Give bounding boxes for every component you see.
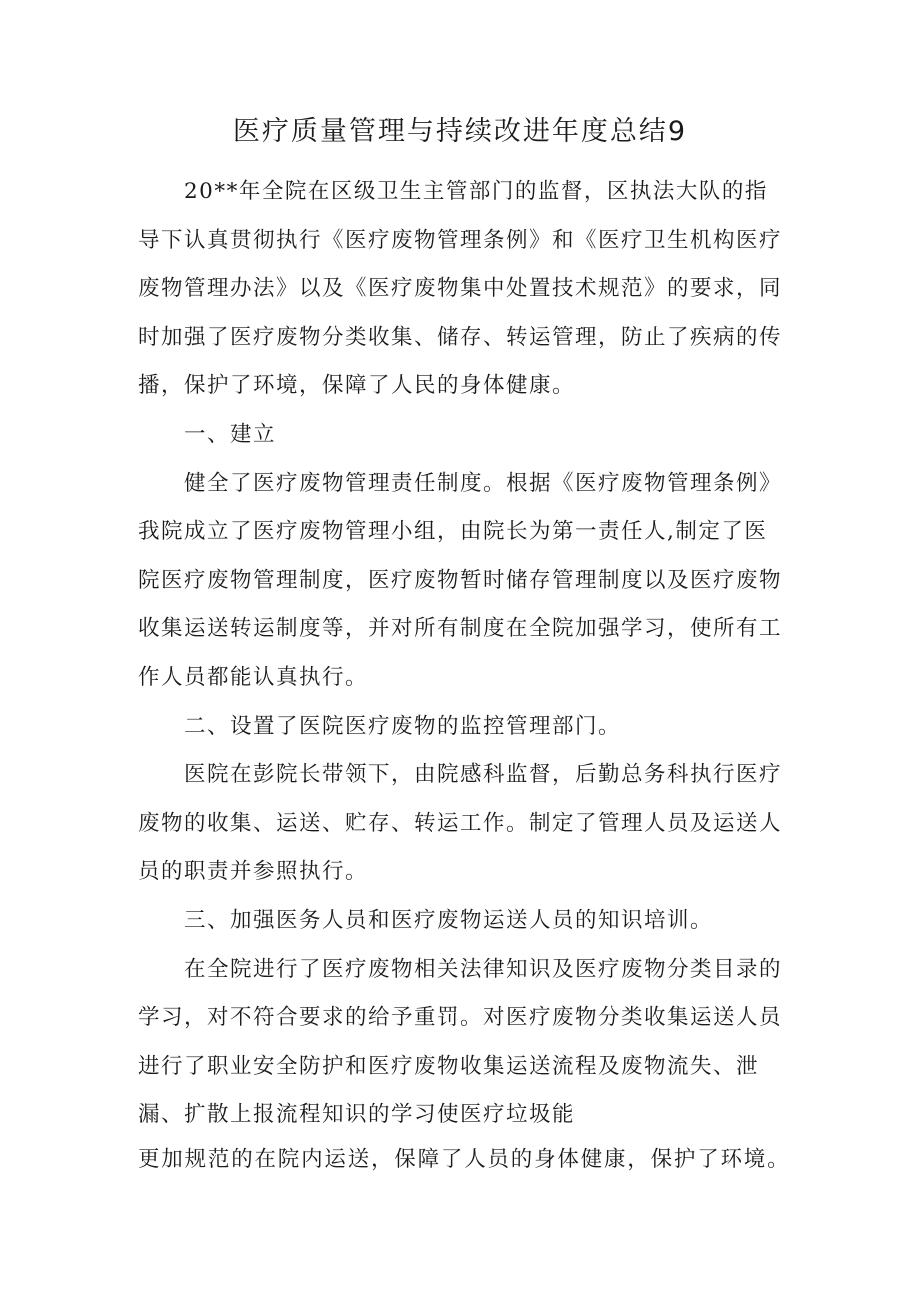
paragraph-intro: 20**年全院在区级卫生主管部门的监督，区执法大队的指导下认真贯彻执行《医疗废物管理条例》和《医疗卫生机构医疗废物管理办法》以及《医疗废物集中处置技术规范》的要求，同时加强了医疗废物分类收集、储存、转运管理，防止了疾病的传播，保护了环境，保障了人民的身体健康。	[138, 179, 783, 399]
paragraph-section-1: 健全了医疗废物管理责任制度。根据《医疗废物管理条例》我院成立了医疗废物管理小组，由院长为第一责任人,制定了医院医疗废物管理制度，医疗废物暂时储存管理制度以及医疗废物收集运送转运制度等，并对所有制度在全院加强学习，使所有工作人员都能认真执行。	[138, 470, 783, 690]
section-heading-2: 二、设置了医院医疗废物的监控管理部门。	[184, 713, 622, 739]
document-body	[138, 168, 791, 1180]
document-title: 医疗质量管理与持续改进年度总结9	[232, 116, 688, 147]
paragraph-section-3: 在全院进行了医疗废物相关法律知识及医疗废物分类目录的学习，对不符合要求的给予重罚。对医疗废物分类收集运送人员进行了职业安全防护和医疗废物收集运送流程及废物流失、泄漏、扩散上报流程知识的学习使医疗垃圾能	[138, 956, 783, 1128]
paragraph-tail-line: 更加规范的在院内运送，保障了人员的身体健康，保护了环境。	[138, 1146, 791, 1172]
section-heading-1: 一、建立	[184, 421, 277, 447]
section-heading-3: 三、加强医务人员和医疗废物运送人员的知识培训。	[184, 907, 714, 933]
paragraph-section-2: 医院在彭院长带领下，由院感科监督，后勤总务科执行医疗废物的收集、运送、贮存、转运工作。制定了管理人员及运送人员的职责并参照执行。	[138, 762, 783, 885]
